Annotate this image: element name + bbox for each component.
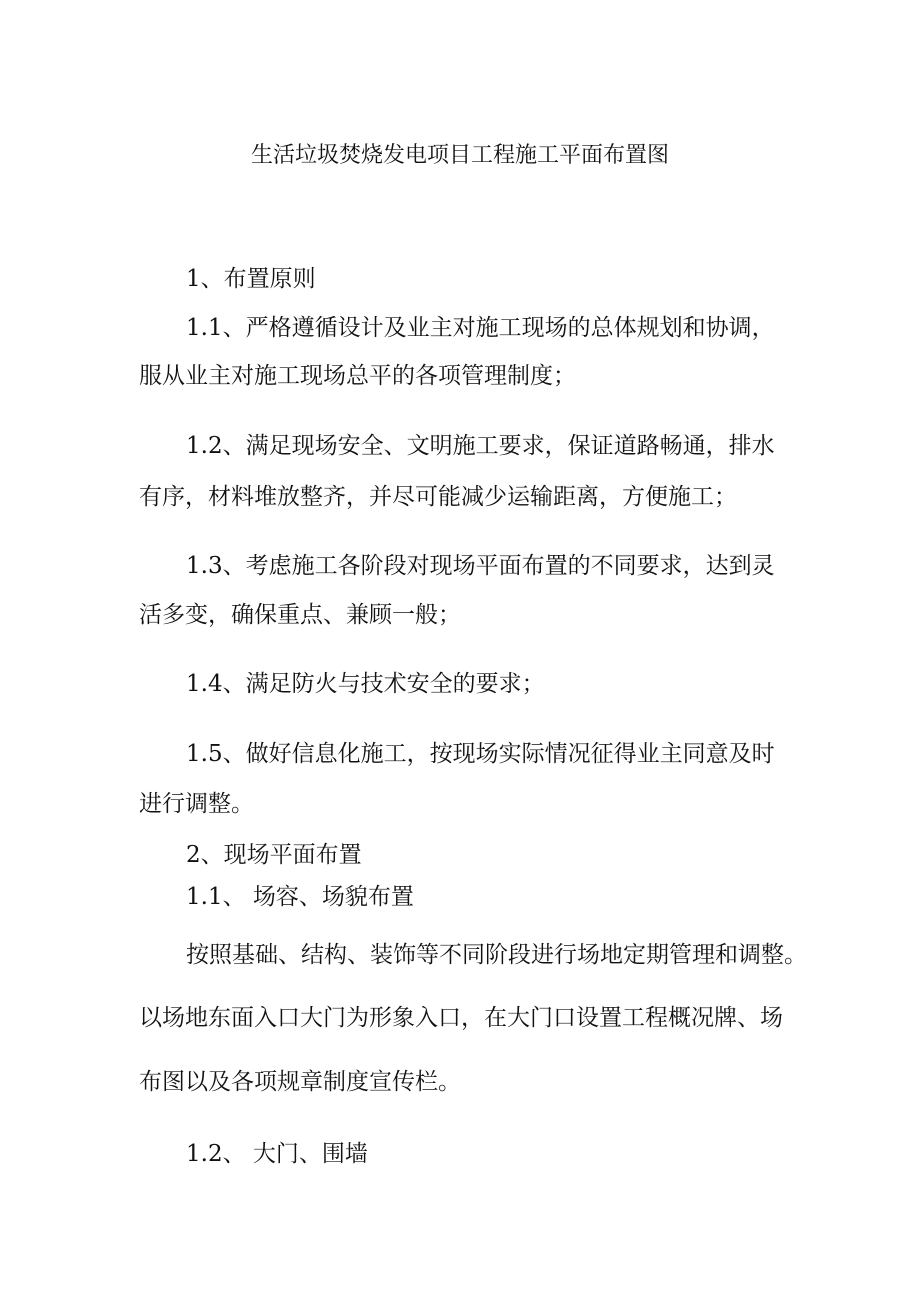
- paragraph-line: 1.4、满足防火与技术安全的要求；: [186, 671, 545, 697]
- document-title: 生活垃圾焚烧发电项目工程施工平面布置图: [250, 143, 669, 168]
- paragraph-line: 1.2、满足现场安全、文明施工要求，保证道路畅通，排水: [186, 433, 775, 459]
- paragraph-line: 活多变，确保重点、兼顾一般；: [139, 602, 461, 628]
- paragraph-line: 布图以及各项规章制度宣传栏。: [139, 1069, 461, 1095]
- paragraph-line: 以场地东面入口大门为形象入口，在大门口设置工程概况牌、场: [139, 1005, 783, 1031]
- paragraph-line: 按照基础、结构、装饰等不同阶段进行场地定期管理和调整。: [186, 942, 807, 968]
- paragraph-line: 1.3、考虑施工各阶段对现场平面布置的不同要求，达到灵: [186, 553, 775, 579]
- paragraph-line: 1.1、严格遵循设计及业主对施工现场的总体规划和协调，: [186, 315, 775, 341]
- subsection-heading: 1.1、 场容、场貌布置: [186, 884, 414, 910]
- paragraph-line: 进行调整。: [139, 791, 254, 817]
- section-heading-site-layout: 2、现场平面布置: [186, 842, 362, 868]
- section-heading-layout-principles: 1、布置原则: [186, 266, 316, 292]
- paragraph-line: 1.5、做好信息化施工，按现场实际情况征得业主同意及时: [186, 741, 775, 767]
- paragraph-line: 有序，材料堆放整齐，并尽可能减少运输距离，方便施工；: [139, 484, 737, 510]
- paragraph-line: 服从业主对施工现场总平的各项管理制度；: [139, 363, 576, 389]
- subsection-heading: 1.2、 大门、围墙: [186, 1141, 368, 1167]
